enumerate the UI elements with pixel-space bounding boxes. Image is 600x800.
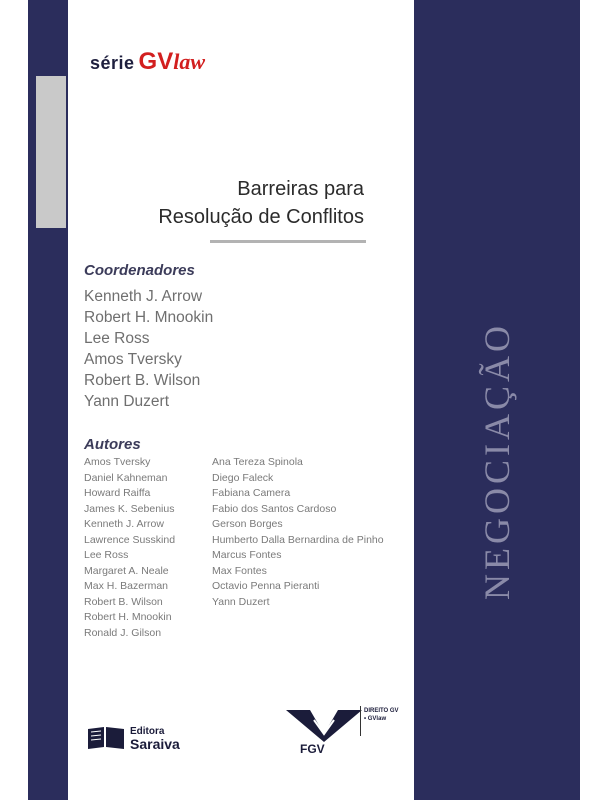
left-gray-accent	[36, 76, 66, 228]
book-title	[158, 175, 364, 231]
coordinator-name: Yann Duzert	[84, 393, 170, 410]
author-name: Howard Raiffa	[84, 487, 151, 499]
direito-gv-line-2: • GVlaw	[364, 716, 387, 722]
coordinator-name: Amos Tversky	[84, 351, 182, 368]
author-name: Kenneth J. Arrow	[84, 518, 164, 530]
authors-heading: Autores	[84, 436, 141, 453]
title-line-2: Resolução de Conflitos	[158, 206, 364, 228]
author-name: Ana Tereza Spinola	[212, 456, 303, 468]
title-underline	[210, 240, 366, 243]
direito-gv-label	[364, 707, 399, 723]
author-name: Margaret A. Neale	[84, 564, 169, 577]
author-name: Max H. Bazerman	[84, 580, 169, 592]
coordinator-name: Lee Ross	[84, 330, 150, 347]
coordinators-heading: Coordenadores	[84, 262, 195, 279]
author-name: Lee Ross	[84, 549, 129, 561]
fgv-label: FGV	[300, 742, 325, 756]
coordinator-name: Kenneth J. Arrow	[84, 288, 203, 305]
publisher-line-2: Saraiva	[130, 736, 180, 752]
authors-column-1	[84, 455, 175, 641]
series-logo	[90, 48, 205, 76]
series-prefix: série	[90, 53, 135, 73]
spine-category-text: NEGOCIAÇÃO	[477, 322, 517, 600]
author-name: Max Fontes	[212, 564, 267, 577]
logo-divider	[360, 706, 361, 736]
author-name: Robert B. Wilson	[84, 595, 163, 608]
direito-gv-line-1: DIREITO GV	[364, 708, 399, 714]
title-line-1: Barreiras para	[237, 178, 364, 200]
author-name: Diego Faleck	[212, 471, 274, 484]
coordinators-list	[84, 286, 213, 412]
series-brand-gv: GV	[138, 48, 174, 75]
author-name: Robert H. Mnookin	[84, 611, 172, 623]
author-name: Yann Duzert	[212, 595, 270, 608]
book-icon	[86, 725, 126, 751]
publisher-logo	[86, 725, 180, 751]
author-name: Gerson Borges	[212, 518, 283, 530]
author-name: Lawrence Susskind	[84, 533, 176, 546]
authors-column-2	[212, 455, 384, 610]
series-brand-law: law	[173, 49, 206, 74]
author-name: James K. Sebenius	[84, 502, 175, 515]
publisher-name	[130, 725, 180, 751]
coordinator-name: Robert B. Wilson	[84, 372, 201, 389]
publisher-line-1: Editora	[130, 726, 165, 737]
author-name: Humberto Dalla Bernardina de Pinho	[212, 533, 384, 546]
author-name: Fabiana Camera	[212, 487, 291, 499]
author-name: Ronald J. Gilson	[84, 626, 162, 639]
author-name: Amos Tversky	[84, 456, 151, 468]
author-name: Fabio dos Santos Cardoso	[212, 502, 337, 515]
author-name: Daniel Kahneman	[84, 471, 168, 484]
author-name: Marcus Fontes	[212, 549, 282, 561]
author-name: Octavio Penna Pieranti	[212, 580, 320, 592]
coordinator-name: Robert H. Mnookin	[84, 309, 214, 326]
